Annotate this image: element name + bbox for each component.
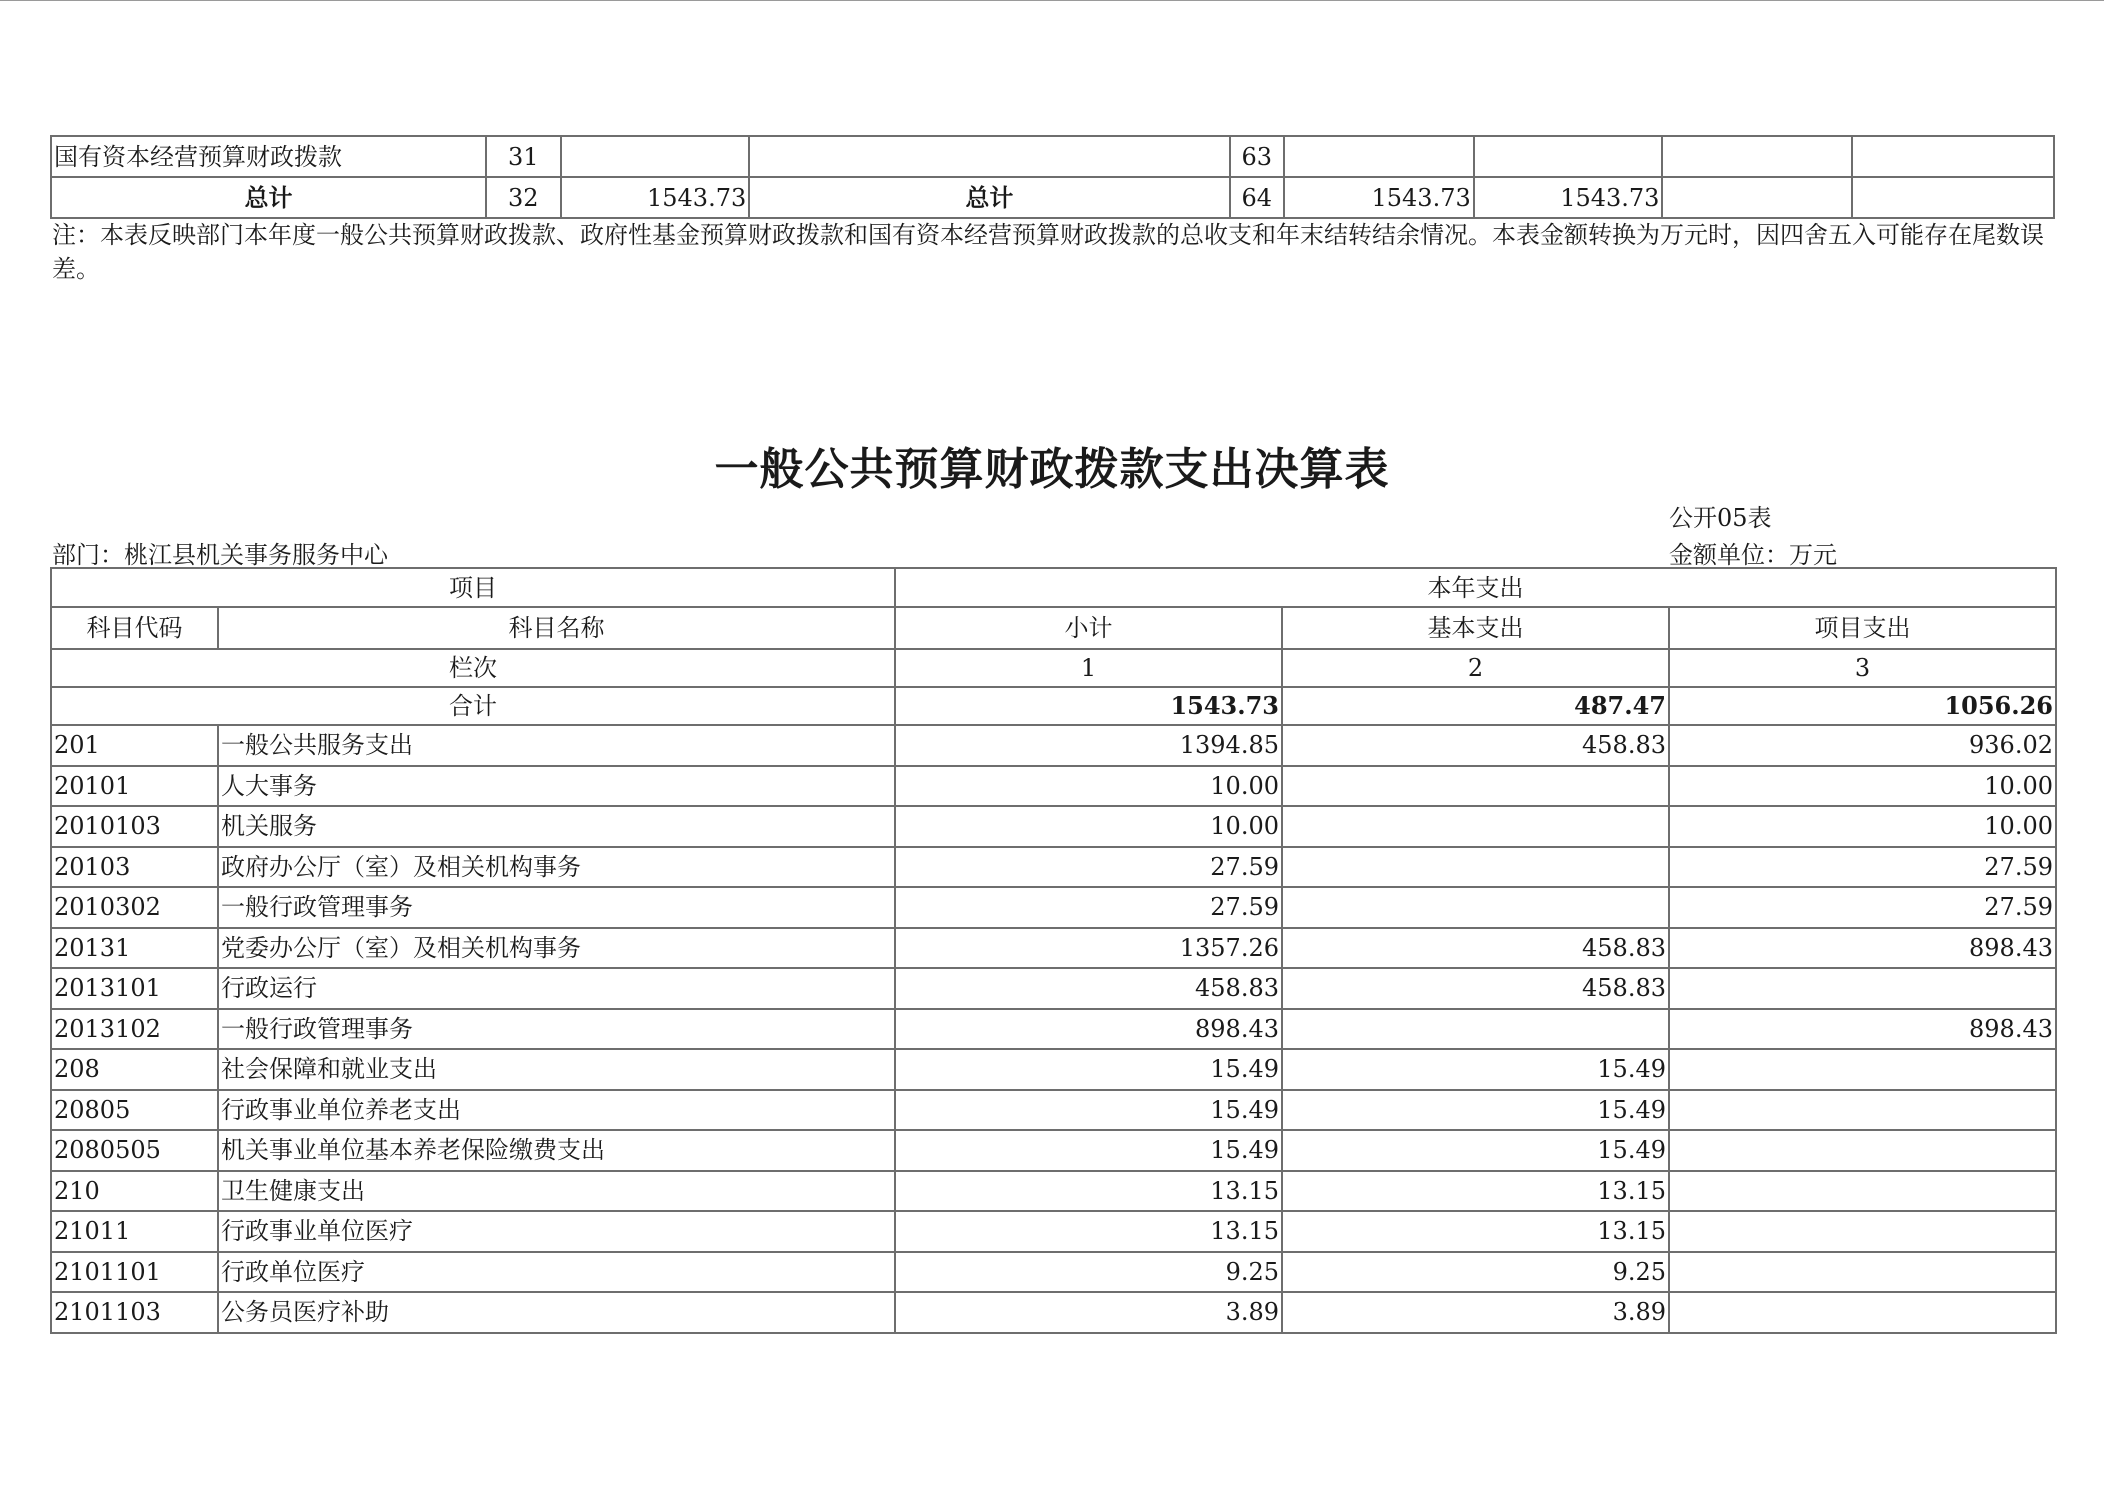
subtotal-value: 10.00 [895, 806, 1282, 847]
table-row [51, 806, 2056, 847]
subject-name: 行政事业单位养老支出 [218, 1090, 895, 1131]
subtotal-value: 1394.85 [895, 725, 1282, 766]
subject-code: 2101103 [51, 1292, 218, 1333]
header-code: 科目代码 [51, 607, 218, 649]
basic-expenditure-value: 15.49 [1282, 1090, 1669, 1131]
column-number-2: 2 [1282, 649, 1669, 687]
summary-row [51, 136, 2054, 177]
subject-code: 210 [51, 1171, 218, 1212]
project-expenditure-value [1669, 968, 2056, 1009]
summary-table [50, 135, 2055, 219]
header-subtotal: 小计 [895, 607, 1282, 649]
header-project-expenditure: 项目支出 [1669, 607, 2056, 649]
project-expenditure-value [1669, 1171, 2056, 1212]
subject-name: 卫生健康支出 [218, 1171, 895, 1212]
summary-value-4 [1852, 177, 2054, 218]
basic-expenditure-value: 458.83 [1282, 725, 1669, 766]
subject-code: 208 [51, 1049, 218, 1090]
header-project: 项目 [51, 568, 895, 607]
subtotal-value: 27.59 [895, 887, 1282, 928]
subject-name: 人大事务 [218, 766, 895, 807]
basic-expenditure-value [1282, 847, 1669, 888]
subtotal-value: 13.15 [895, 1211, 1282, 1252]
summary-amount: 1543.73 [561, 177, 750, 218]
summary-right-line-number: 63 [1230, 136, 1284, 177]
project-expenditure-value: 898.43 [1669, 1009, 2056, 1050]
total-subtotal: 1543.73 [895, 687, 1282, 725]
project-expenditure-value [1669, 1292, 2056, 1333]
total-basic: 487.47 [1282, 687, 1669, 725]
summary-value-3 [1662, 136, 1852, 177]
table-row [51, 1292, 2056, 1333]
summary-value-1 [1284, 136, 1474, 177]
project-expenditure-value [1669, 1252, 2056, 1293]
subject-name: 行政运行 [218, 968, 895, 1009]
basic-expenditure-value: 3.89 [1282, 1292, 1669, 1333]
subtotal-value: 10.00 [895, 766, 1282, 807]
header-column-index: 栏次 [51, 649, 895, 687]
summary-value-3 [1662, 177, 1852, 218]
subtotal-value: 3.89 [895, 1292, 1282, 1333]
basic-expenditure-value [1282, 1009, 1669, 1050]
table-note: 注：本表反映部门本年度一般公共预算财政拨款、政府性基金预算财政拨款和国有资本经营预算财政拨款的总收支和年末结转结余情况。本表金额转换为万元时，因四舍五入可能存在尾数误差。 [52, 221, 2044, 283]
project-expenditure-value [1669, 1049, 2056, 1090]
subject-code: 2010302 [51, 887, 218, 928]
subject-code: 2080505 [51, 1130, 218, 1171]
summary-line-number: 32 [486, 177, 561, 218]
table-row [51, 1171, 2056, 1212]
subject-name: 一般行政管理事务 [218, 887, 895, 928]
subject-name: 行政单位医疗 [218, 1252, 895, 1293]
basic-expenditure-value [1282, 887, 1669, 928]
project-expenditure-value: 27.59 [1669, 847, 2056, 888]
project-expenditure-value: 10.00 [1669, 766, 2056, 807]
table-row [51, 847, 2056, 888]
subject-name: 社会保障和就业支出 [218, 1049, 895, 1090]
project-expenditure-value [1669, 1090, 2056, 1131]
subject-name: 机关事业单位基本养老保险缴费支出 [218, 1130, 895, 1171]
subtotal-value: 27.59 [895, 847, 1282, 888]
subject-name: 一般公共服务支出 [218, 725, 895, 766]
table-row [51, 1211, 2056, 1252]
subject-name: 党委办公厅（室）及相关机构事务 [218, 928, 895, 969]
amount-unit-label: 金额单位：万元 [1669, 541, 1837, 569]
header-name: 科目名称 [218, 607, 895, 649]
basic-expenditure-value [1282, 766, 1669, 807]
subject-code: 2013101 [51, 968, 218, 1009]
project-expenditure-value [1669, 1130, 2056, 1171]
project-expenditure-value [1669, 1211, 2056, 1252]
project-expenditure-value: 898.43 [1669, 928, 2056, 969]
header-basic: 基本支出 [1282, 607, 1669, 649]
total-project: 1056.26 [1669, 687, 2056, 725]
summary-right-line-number: 64 [1230, 177, 1284, 218]
subtotal-value: 1357.26 [895, 928, 1282, 969]
subtotal-value: 15.49 [895, 1049, 1282, 1090]
subject-code: 20131 [51, 928, 218, 969]
table-row [51, 887, 2056, 928]
summary-amount [561, 136, 750, 177]
subtotal-value: 15.49 [895, 1130, 1282, 1171]
subject-code: 20101 [51, 766, 218, 807]
column-number-1: 1 [895, 649, 1282, 687]
basic-expenditure-value: 13.15 [1282, 1211, 1669, 1252]
subject-code: 21011 [51, 1211, 218, 1252]
subject-code: 20103 [51, 847, 218, 888]
subject-code: 20805 [51, 1090, 218, 1131]
summary-value-2 [1474, 136, 1663, 177]
subtotal-value: 458.83 [895, 968, 1282, 1009]
basic-expenditure-value: 458.83 [1282, 968, 1669, 1009]
summary-value-1: 1543.73 [1284, 177, 1474, 218]
summary-right-label [749, 136, 1229, 177]
subject-name: 公务员医疗补助 [218, 1292, 895, 1333]
basic-expenditure-value [1282, 806, 1669, 847]
table-row [51, 1252, 2056, 1293]
form-number: 公开05表 [1669, 504, 1772, 532]
summary-row [51, 177, 2054, 218]
subject-name: 行政事业单位医疗 [218, 1211, 895, 1252]
subtotal-value: 898.43 [895, 1009, 1282, 1050]
table-row [51, 1049, 2056, 1090]
summary-item-name: 国有资本经营预算财政拨款 [51, 136, 486, 177]
subject-code: 201 [51, 725, 218, 766]
basic-expenditure-value: 15.49 [1282, 1049, 1669, 1090]
subtotal-value: 9.25 [895, 1252, 1282, 1293]
basic-expenditure-value: 15.49 [1282, 1130, 1669, 1171]
header-current-year: 本年支出 [895, 568, 2056, 607]
project-expenditure-value: 10.00 [1669, 806, 2056, 847]
column-number-3: 3 [1669, 649, 2056, 687]
table-row [51, 1009, 2056, 1050]
total-label: 合计 [51, 687, 895, 725]
expenditure-table [50, 567, 2057, 1334]
summary-item-name: 总计 [51, 177, 486, 218]
table-row [51, 1130, 2056, 1171]
project-expenditure-value: 27.59 [1669, 887, 2056, 928]
table-row [51, 968, 2056, 1009]
basic-expenditure-value: 9.25 [1282, 1252, 1669, 1293]
subtotal-value: 15.49 [895, 1090, 1282, 1131]
summary-value-2: 1543.73 [1474, 177, 1663, 218]
table-row [51, 725, 2056, 766]
subject-name: 政府办公厅（室）及相关机构事务 [218, 847, 895, 888]
department-label: 部门：桃江县机关事务服务中心 [52, 541, 388, 569]
subtotal-value: 13.15 [895, 1171, 1282, 1212]
subject-name: 一般行政管理事务 [218, 1009, 895, 1050]
page-top-border [0, 0, 2104, 1]
subject-code: 2101101 [51, 1252, 218, 1293]
subject-code: 2010103 [51, 806, 218, 847]
project-expenditure-value: 936.02 [1669, 725, 2056, 766]
subject-code: 2013102 [51, 1009, 218, 1050]
table-row [51, 1090, 2056, 1131]
subject-name: 机关服务 [218, 806, 895, 847]
basic-expenditure-value: 13.15 [1282, 1171, 1669, 1212]
page-title: 一般公共预算财政拨款支出决算表 [714, 444, 1390, 495]
table-row [51, 928, 2056, 969]
summary-line-number: 31 [486, 136, 561, 177]
summary-value-4 [1852, 136, 2054, 177]
basic-expenditure-value: 458.83 [1282, 928, 1669, 969]
table-row [51, 766, 2056, 807]
summary-right-label: 总计 [749, 177, 1229, 218]
